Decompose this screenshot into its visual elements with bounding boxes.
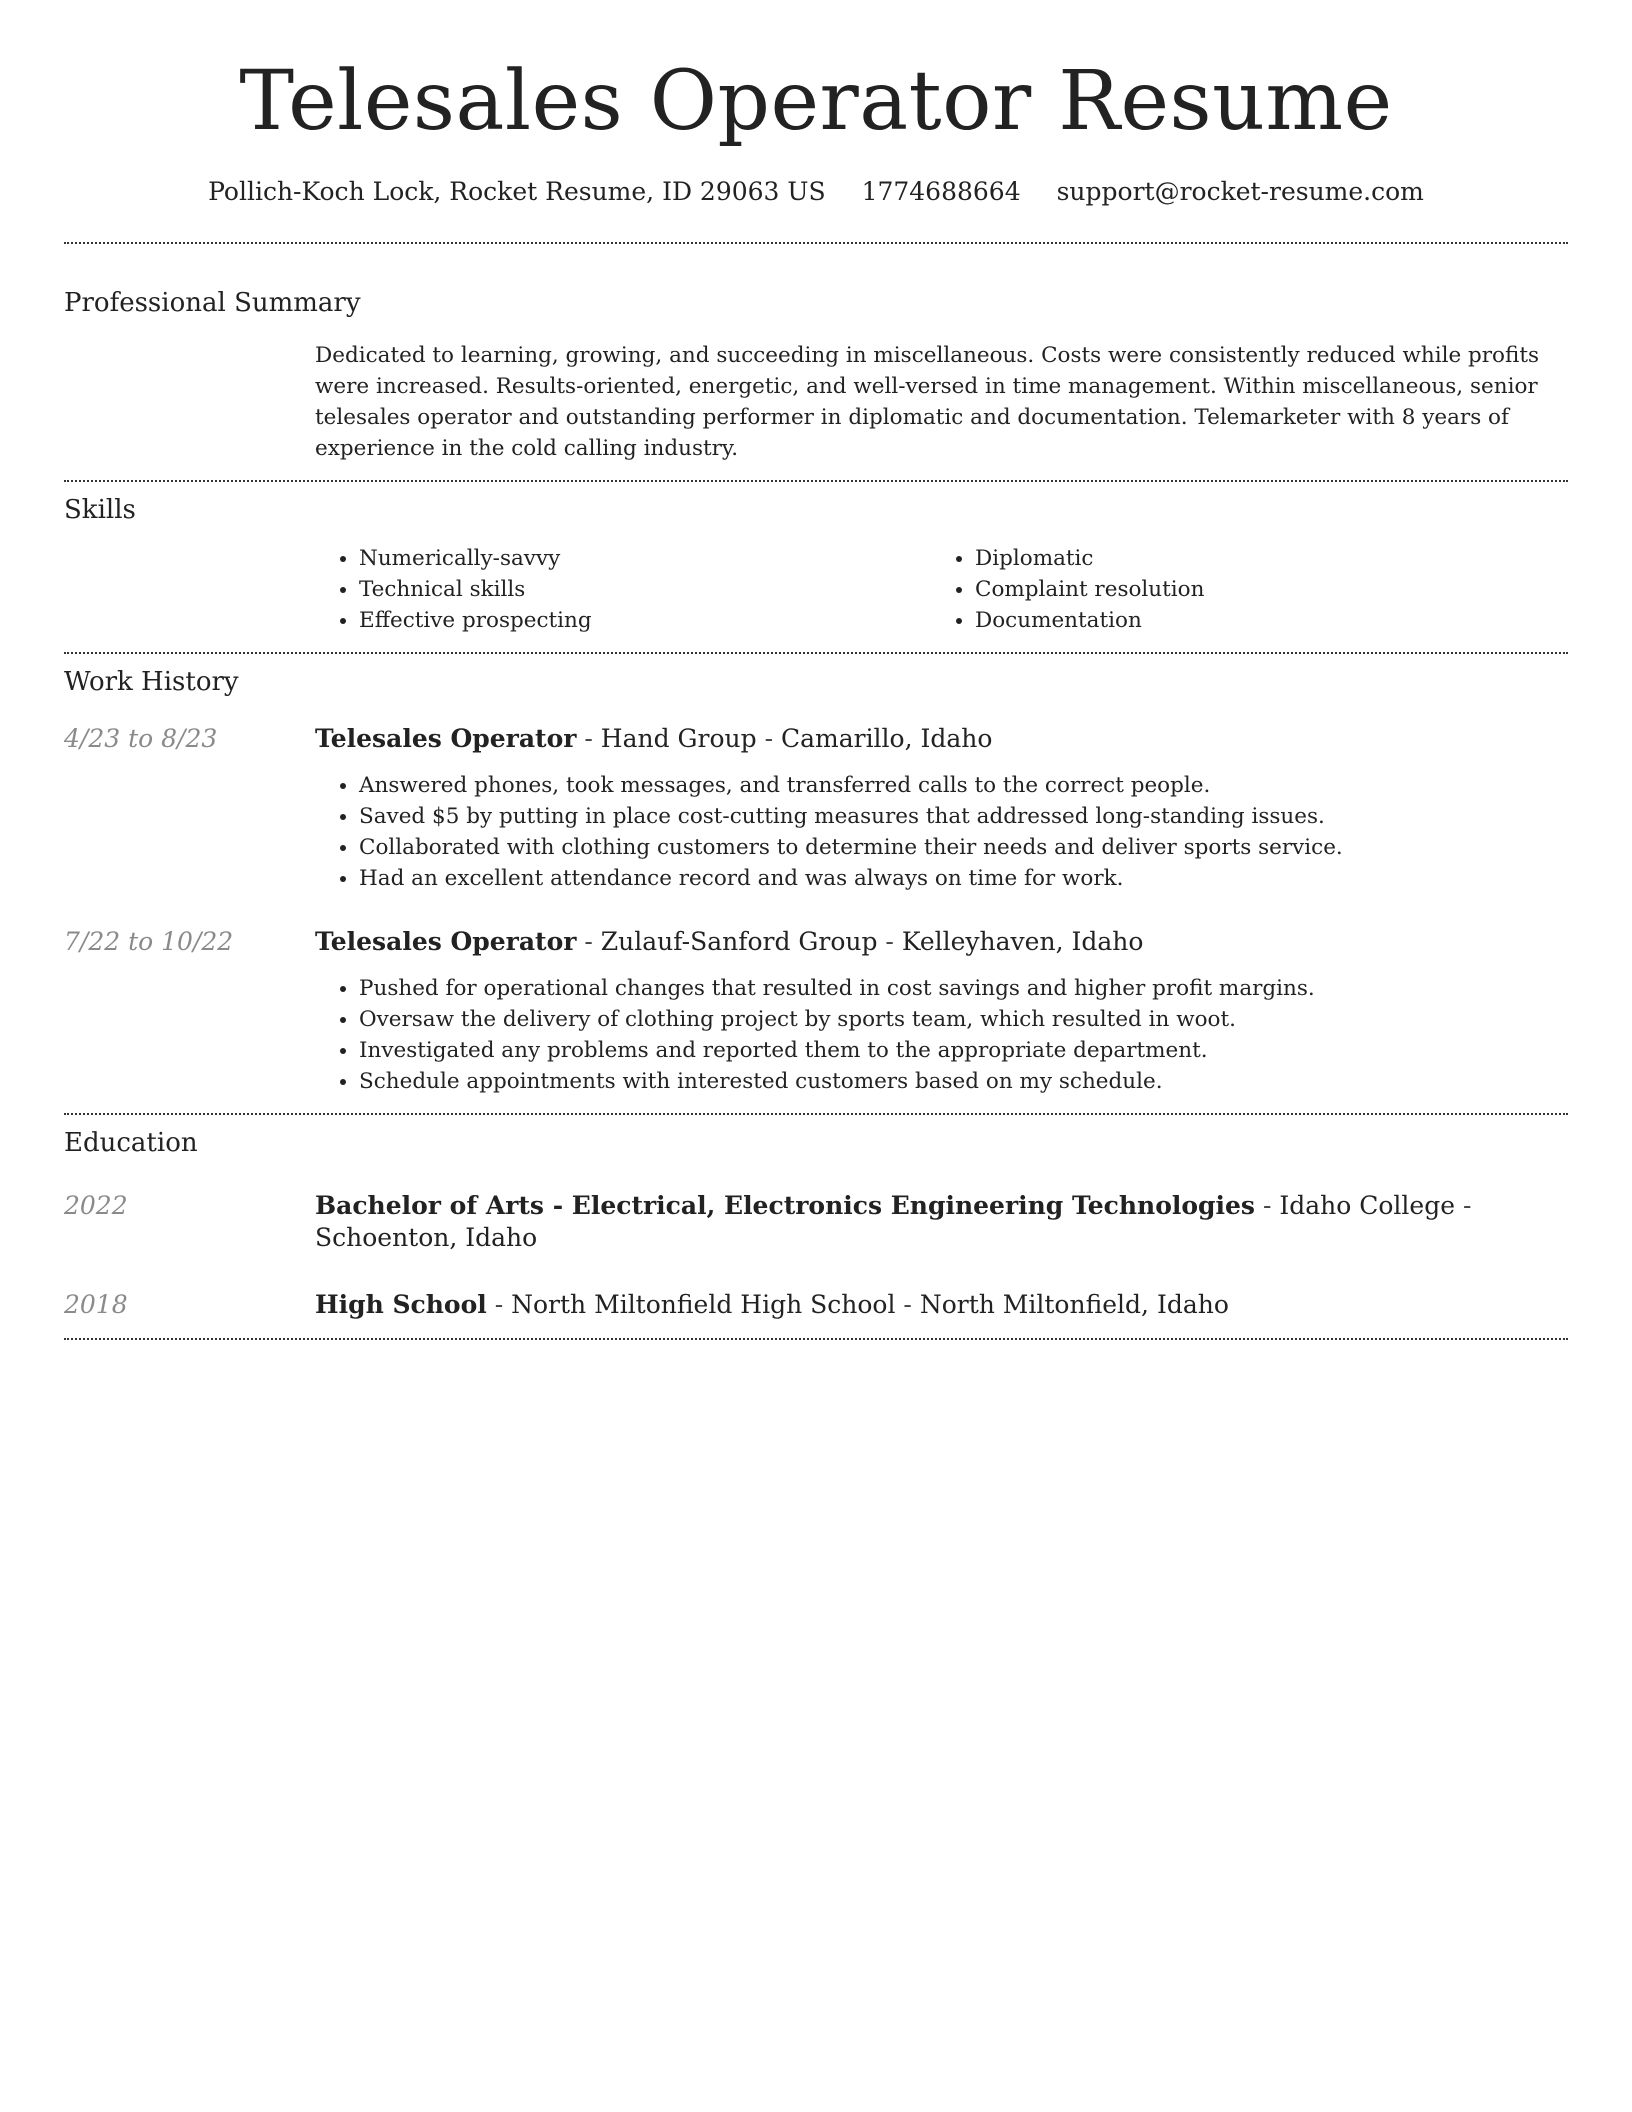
job-location: Kelleyhaven, Idaho (901, 927, 1144, 956)
job-body (315, 926, 1568, 1097)
job-role: Telesales Operator (315, 927, 577, 956)
skill-item: • Documentation (975, 605, 1545, 636)
education-location: North Miltonfield, Idaho (919, 1290, 1229, 1319)
summary-section (64, 244, 1568, 464)
job-role: Telesales Operator (315, 724, 577, 753)
section-heading-work: Work History (64, 667, 239, 697)
skills-list-right (929, 543, 1545, 636)
job-body (315, 723, 1568, 894)
skill-item: • Complaint resolution (975, 574, 1545, 605)
job-bullets (315, 973, 1568, 1097)
skills-list-left (315, 543, 929, 636)
contact-address: Pollich-Koch Lock, Rocket Resume, ID 29063 US (208, 177, 826, 206)
skills-grid (315, 543, 1568, 636)
skill-item: • Numerically-savvy (359, 543, 929, 574)
skills-section (64, 482, 1568, 636)
education-school: North Miltonfield High School (511, 1290, 896, 1319)
job-bullet: • Pushed for operational changes that resulted in cost savings and higher profit margins. (359, 973, 1568, 1004)
job-entry (64, 926, 1568, 1097)
education-details (315, 1289, 1229, 1321)
separator: - (576, 724, 601, 753)
contact-line (64, 176, 1568, 208)
summary-text: Dedicated to learning, growing, and succeeding in miscellaneous. Costs were consistently reduced while profits were increased. Results-oriented, energetic, and well-versed in time management. Within miscellaneous, senior telesales operator and outstanding performer in diplomatic and documentation. Telemarketer with 8 years of experience in the cold calling industry. (315, 343, 1539, 461)
job-header (315, 926, 1568, 958)
job-entry (64, 723, 1568, 894)
separator: - (895, 1290, 920, 1319)
job-bullet: • Answered phones, took messages, and transferred calls to the correct people. (359, 770, 1568, 801)
job-location: Camarillo, Idaho (780, 724, 993, 753)
job-bullet: • Investigated any problems and reported them to the appropriate department. (359, 1035, 1568, 1066)
skill-item: • Technical skills (359, 574, 929, 605)
job-bullet: • Schedule appointments with interested customers based on my schedule. (359, 1066, 1568, 1097)
job-bullet: • Collaborated with clothing customers to determine their needs and deliver sports service. (359, 832, 1568, 863)
separator: - (486, 1290, 512, 1319)
separator: - (1255, 1191, 1280, 1220)
education-degree: Bachelor of Arts - Electrical, Electronics Engineering Technologies (315, 1191, 1256, 1220)
separator: - (877, 927, 902, 956)
job-bullets (315, 770, 1568, 894)
education-entry (64, 1190, 1568, 1254)
work-section (64, 654, 1568, 1113)
education-location: Schoenton, Idaho (315, 1223, 538, 1252)
separator: - (756, 724, 781, 753)
job-bullet: • Saved $5 by putting in place cost-cutting measures that addressed long-standing issues. (359, 801, 1568, 832)
job-company: Zulauf-Sanford Group (600, 927, 878, 956)
education-year: 2018 (64, 1290, 128, 1319)
contact-phone: 1774688664 (861, 177, 1021, 206)
job-header (315, 723, 1568, 755)
contact-email: support@rocket-resume.com (1056, 177, 1424, 206)
education-section (64, 1115, 1568, 1338)
section-heading-education: Education (64, 1128, 198, 1158)
section-heading-skills: Skills (64, 495, 136, 525)
education-school: Idaho College (1279, 1191, 1456, 1220)
separator: - (576, 927, 601, 956)
skill-item: • Diplomatic (975, 543, 1545, 574)
education-details (315, 1190, 1568, 1254)
job-dates: 4/23 to 8/23 (64, 724, 218, 753)
section-heading-summary: Professional Summary (64, 288, 361, 318)
job-company: Hand Group (600, 724, 757, 753)
divider (64, 1338, 1568, 1340)
education-degree: High School (315, 1290, 487, 1319)
separator: - (1455, 1191, 1472, 1220)
education-entry (64, 1289, 1568, 1321)
job-bullet: • Oversaw the delivery of clothing project by sports team, which resulted in woot. (359, 1004, 1568, 1035)
resume-title: Telesales Operator Resume (239, 54, 1393, 149)
education-year: 2022 (64, 1191, 128, 1220)
skill-item: • Effective prospecting (359, 605, 929, 636)
job-dates: 7/22 to 10/22 (64, 927, 234, 956)
job-bullet: • Had an excellent attendance record and was always on time for work. (359, 863, 1568, 894)
